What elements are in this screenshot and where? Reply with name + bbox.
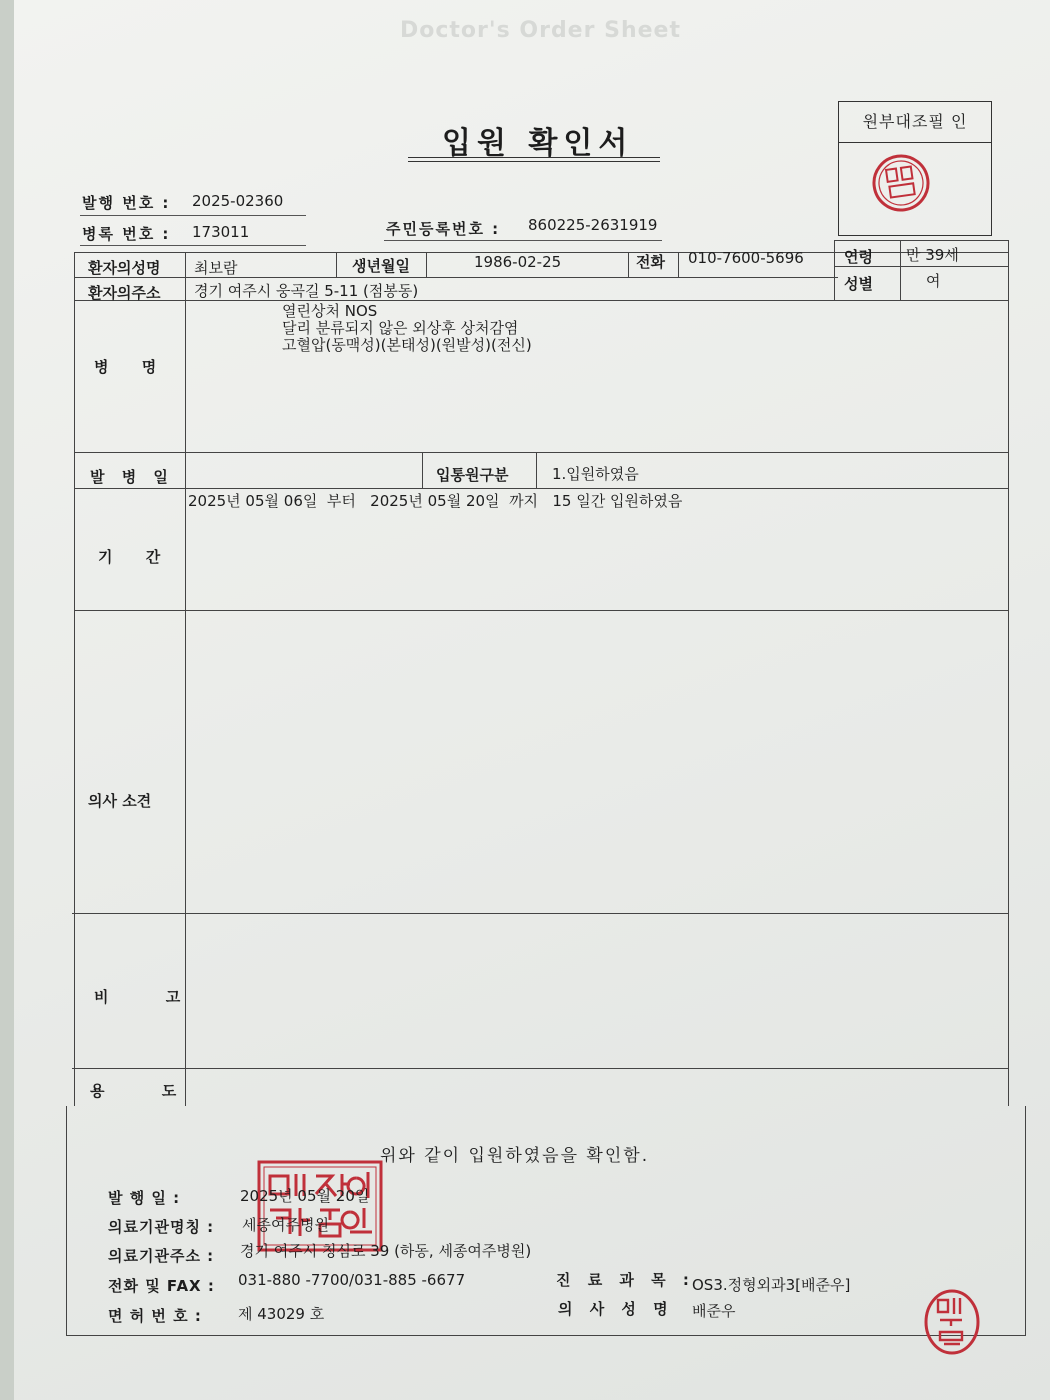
patient-address: 경기 여주시 웅곡길 5-11 (점봉동) xyxy=(194,282,419,300)
phone-label: 전화 xyxy=(636,253,665,271)
doctor-signature-seal-icon xyxy=(922,1288,982,1356)
col-line-label xyxy=(185,252,186,1106)
col-line-7 xyxy=(900,240,901,300)
show-through-text: Doctor's Order Sheet xyxy=(400,18,681,43)
doctor-name: 배준우 xyxy=(692,1302,736,1320)
onset-date-label: 발 병 일 xyxy=(90,468,174,486)
admission-table xyxy=(70,240,1024,1106)
issue-number-label: 발행 번호 : xyxy=(82,194,171,212)
doctor-seal-icon xyxy=(839,143,991,235)
col-line-6 xyxy=(834,240,835,300)
confirmation-statement: 위와 같이 입원하였음을 확인함. xyxy=(380,1146,650,1166)
diagnosis-line-1: 열린상처 NOS xyxy=(282,302,378,320)
hospital-address: 경기 여주시 청심로 39 (하동, 세종여주병원) xyxy=(240,1242,532,1260)
table-border-top-right xyxy=(834,240,1008,241)
row-line-4 xyxy=(74,488,1008,489)
visit-type-label: 입통원구분 xyxy=(436,466,509,484)
sex-value: 여 xyxy=(926,272,941,290)
col-line-2 xyxy=(336,252,337,277)
col-line-5 xyxy=(678,252,679,277)
hospital-name: 세종여주병원 xyxy=(242,1216,329,1234)
col-line-9 xyxy=(536,452,537,488)
diagnosis-label: 병 명 xyxy=(94,358,171,376)
col-line-3 xyxy=(426,252,427,277)
row-line-5 xyxy=(74,610,1008,611)
row-line-3 xyxy=(74,452,1008,453)
visit-type: 1.입원하였음 xyxy=(552,465,639,483)
patient-address-label: 환자의주소 xyxy=(88,284,161,302)
license-number-label: 면 허 번 호 : xyxy=(108,1307,202,1325)
issue-date: 2025년 05월 20일 xyxy=(240,1187,370,1205)
issue-number-underline xyxy=(80,215,306,216)
patient-name-label: 환자의성명 xyxy=(88,259,161,277)
license-number: 제 43029 호 xyxy=(238,1305,325,1323)
resident-number-label: 주민등록번호 : xyxy=(386,220,501,238)
sex-label: 성별 xyxy=(844,275,873,293)
hospital-address-label: 의료기관주소 : xyxy=(108,1247,215,1265)
title-underline xyxy=(408,157,660,158)
doctor-opinion-label: 의사 소견 xyxy=(88,792,152,810)
document-title: 입원 확인서 xyxy=(442,126,634,161)
original-check-stamp-box xyxy=(838,101,992,236)
record-number: 173011 xyxy=(192,223,250,241)
record-number-label: 병록 번호 : xyxy=(82,225,171,243)
issue-date-label: 발 행 일 : xyxy=(108,1189,181,1207)
period-label: 기 간 xyxy=(98,548,175,566)
department-label: 진 료 과 목 : xyxy=(556,1271,695,1289)
tel-fax: 031-880 -7700/031-885 -6677 xyxy=(238,1271,466,1289)
admission-period: 2025년 05월 06일 부터 2025년 05월 20일 까지 15 일간 입원하였음 xyxy=(188,492,683,510)
table-border-right xyxy=(1008,240,1009,1106)
department: OS3.정형외과3[배준우] xyxy=(692,1276,851,1294)
birth-date: 1986-02-25 xyxy=(474,253,562,271)
hospital-name-label: 의료기관명칭 : xyxy=(108,1218,215,1236)
row-line-1 xyxy=(74,277,838,278)
diagnosis-line-3: 고혈압(동맥성)(본태성)(원발성)(전신) xyxy=(282,336,532,354)
diagnosis-line-2: 달리 분류되지 않은 외상후 상처감염 xyxy=(282,319,519,337)
patient-name: 최보람 xyxy=(194,259,238,277)
stamp-box-label: 원부대조필 인 xyxy=(839,102,991,143)
birth-date-label: 생년월일 xyxy=(352,257,410,275)
remarks-label: 비 고 xyxy=(94,988,207,1006)
issue-number: 2025-02360 xyxy=(192,192,284,210)
table-border-left xyxy=(74,252,75,1106)
purpose-label: 용 도 xyxy=(90,1082,203,1100)
title-underline-2 xyxy=(408,161,660,162)
row-line-6 xyxy=(72,913,1008,914)
col-line-8 xyxy=(422,452,423,488)
age-label: 연령 xyxy=(844,248,873,266)
phone-number: 010-7600-5696 xyxy=(688,249,804,267)
age-value: 만 39세 xyxy=(906,246,959,264)
col-line-4 xyxy=(628,252,629,277)
resident-number: 860225-2631919 xyxy=(528,216,658,234)
row-line-7 xyxy=(72,1068,1008,1069)
doctor-name-label: 의 사 성 명 xyxy=(558,1300,674,1318)
tel-fax-label: 전화 및 FAX : xyxy=(108,1277,215,1295)
